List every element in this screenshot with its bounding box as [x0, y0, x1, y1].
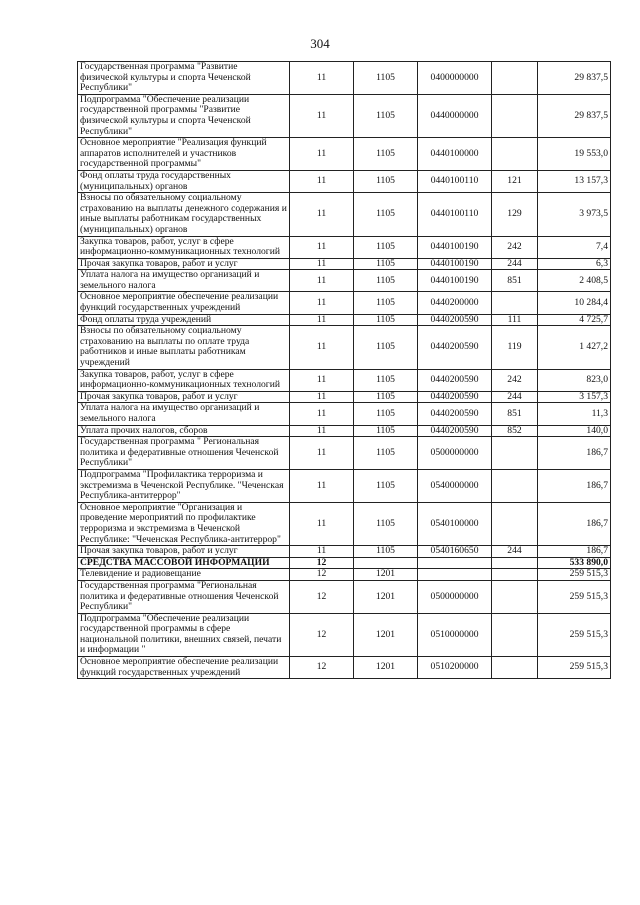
row-section-code: 12 — [290, 613, 354, 656]
row-name: Подпрограмма "Профилактика терроризма и экстремизма в Чеченской Республике. "Чеченская Республика-антитеррор" — [78, 469, 290, 502]
row-expense-type — [492, 437, 538, 470]
row-amount: 186,7 — [538, 546, 611, 558]
row-name: Прочая закупка товаров, работ и услуг — [78, 391, 290, 403]
row-amount: 7,4 — [538, 236, 611, 258]
row-target-code: 0440200590 — [418, 403, 492, 425]
row-name: Взносы по обязательному социальному страхованию на выплаты по оплате труда работников и иные выплаты работникам учреждений — [78, 326, 290, 369]
row-section-code: 11 — [290, 369, 354, 391]
row-amount: 29 837,5 — [538, 62, 611, 95]
row-expense-type — [492, 569, 538, 581]
row-expense-type: 242 — [492, 369, 538, 391]
row-subsection-code: 1105 — [354, 326, 418, 369]
row-section-code: 12 — [290, 557, 354, 569]
row-expense-type — [492, 557, 538, 569]
row-expense-type — [492, 292, 538, 314]
row-target-code: 0440200590 — [418, 425, 492, 437]
row-subsection-code: 1105 — [354, 62, 418, 95]
row-subsection-code: 1105 — [354, 258, 418, 270]
row-subsection-code: 1105 — [354, 546, 418, 558]
row-subsection-code: 1105 — [354, 270, 418, 292]
table-row — [78, 170, 611, 192]
row-name: Государственная программа " Региональная политика и федеративные отношения Чеченской Республики" — [78, 437, 290, 470]
row-amount: 533 890,0 — [538, 557, 611, 569]
table-row — [78, 437, 611, 470]
table-row — [78, 502, 611, 545]
row-section-code: 11 — [290, 391, 354, 403]
table-row — [78, 258, 611, 270]
row-expense-type — [492, 138, 538, 171]
row-target-code: 0440100110 — [418, 193, 492, 236]
row-expense-type: 121 — [492, 170, 538, 192]
row-section-code: 11 — [290, 62, 354, 95]
table-row — [78, 546, 611, 558]
row-section-code: 11 — [290, 258, 354, 270]
row-subsection-code: 1201 — [354, 569, 418, 581]
budget-table — [77, 61, 611, 679]
row-expense-type: 242 — [492, 236, 538, 258]
row-subsection-code: 1105 — [354, 502, 418, 545]
row-name: СРЕДСТВА МАССОВОЙ ИНФОРМАЦИИ — [78, 557, 290, 569]
row-target-code: 0440200590 — [418, 369, 492, 391]
row-name: Основное мероприятие обеспечение реализации функций государственных учреждений — [78, 657, 290, 679]
row-name: Подпрограмма "Обеспечение реализации государственной программы "Развитие физической культуры и спорта Чеченской Республики" — [78, 94, 290, 137]
budget-table-body — [78, 62, 611, 679]
row-name: Уплата прочих налогов, сборов — [78, 425, 290, 437]
table-row — [78, 138, 611, 171]
table-row — [78, 326, 611, 369]
row-expense-type: 244 — [492, 546, 538, 558]
row-name: Закупка товаров, работ, услуг в сфере информационно-коммуникационных технологий — [78, 369, 290, 391]
table-row — [78, 292, 611, 314]
row-name: Телевидение и радиовещание — [78, 569, 290, 581]
table-row — [78, 193, 611, 236]
row-amount: 13 157,3 — [538, 170, 611, 192]
row-subsection-code: 1201 — [354, 613, 418, 656]
table-row — [78, 236, 611, 258]
row-expense-type: 244 — [492, 258, 538, 270]
row-expense-type — [492, 580, 538, 613]
row-section-code: 11 — [290, 314, 354, 326]
row-amount: 11,3 — [538, 403, 611, 425]
row-amount: 4 725,7 — [538, 314, 611, 326]
row-target-code: 0540160650 — [418, 546, 492, 558]
row-expense-type — [492, 502, 538, 545]
row-amount: 259 515,3 — [538, 657, 611, 679]
table-row — [78, 569, 611, 581]
row-section-code: 11 — [290, 403, 354, 425]
row-subsection-code: 1105 — [354, 94, 418, 137]
row-amount: 1 427,2 — [538, 326, 611, 369]
row-target-code — [418, 569, 492, 581]
row-target-code: 0440100190 — [418, 270, 492, 292]
row-amount: 3 157,3 — [538, 391, 611, 403]
row-subsection-code — [354, 557, 418, 569]
row-target-code: 0510000000 — [418, 613, 492, 656]
row-target-code: 0500000000 — [418, 437, 492, 470]
row-amount: 259 515,3 — [538, 580, 611, 613]
row-name: Подпрограмма "Обеспечение реализации государственной программы в сфере национальной политики, внешних связей, печати и информации " — [78, 613, 290, 656]
row-section-code: 12 — [290, 569, 354, 581]
row-section-code: 11 — [290, 292, 354, 314]
row-amount: 186,7 — [538, 502, 611, 545]
row-amount: 186,7 — [538, 437, 611, 470]
table-row — [78, 391, 611, 403]
row-section-code: 11 — [290, 425, 354, 437]
row-amount: 3 973,5 — [538, 193, 611, 236]
row-subsection-code: 1105 — [354, 391, 418, 403]
row-subsection-code: 1105 — [354, 138, 418, 171]
row-amount: 140,0 — [538, 425, 611, 437]
row-name: Уплата налога на имущество организаций и земельного налога — [78, 270, 290, 292]
table-row — [78, 314, 611, 326]
table-row — [78, 94, 611, 137]
row-name: Основное мероприятие обеспечение реализации функций государственных учреждений — [78, 292, 290, 314]
row-amount: 259 515,3 — [538, 613, 611, 656]
row-expense-type — [492, 613, 538, 656]
row-name: Прочая закупка товаров, работ и услуг — [78, 258, 290, 270]
table-row — [78, 469, 611, 502]
row-name: Взносы по обязательному социальному страхованию на выплаты денежного содержания и иные выплаты работникам государственных (муниципальных) органов — [78, 193, 290, 236]
row-section-code: 11 — [290, 94, 354, 137]
row-name: Уплата налога на имущество организаций и земельного налога — [78, 403, 290, 425]
row-amount: 10 284,4 — [538, 292, 611, 314]
row-expense-type — [492, 469, 538, 502]
row-target-code: 0400000000 — [418, 62, 492, 95]
row-section-code: 11 — [290, 170, 354, 192]
row-name: Государственная программа "Развитие физической культуры и спорта Чеченской Республики" — [78, 62, 290, 95]
row-subsection-code: 1201 — [354, 657, 418, 679]
row-name: Государственная программа "Региональная политика и федеративные отношения Чеченской Республики" — [78, 580, 290, 613]
row-expense-type: 111 — [492, 314, 538, 326]
row-subsection-code: 1105 — [354, 437, 418, 470]
row-section-code: 11 — [290, 138, 354, 171]
row-subsection-code: 1105 — [354, 369, 418, 391]
table-row — [78, 270, 611, 292]
table-row — [78, 657, 611, 679]
row-section-code: 11 — [290, 193, 354, 236]
row-section-code: 11 — [290, 546, 354, 558]
table-row — [78, 580, 611, 613]
row-target-code: 0440000000 — [418, 94, 492, 137]
table-row — [78, 62, 611, 95]
row-expense-type — [492, 94, 538, 137]
row-name: Прочая закупка товаров, работ и услуг — [78, 546, 290, 558]
row-target-code — [418, 557, 492, 569]
row-target-code: 0510200000 — [418, 657, 492, 679]
row-subsection-code: 1201 — [354, 580, 418, 613]
row-amount: 823,0 — [538, 369, 611, 391]
row-name: Закупка товаров, работ, услуг в сфере информационно-коммуникационных технологий — [78, 236, 290, 258]
row-target-code: 0440100110 — [418, 170, 492, 192]
row-amount: 2 408,5 — [538, 270, 611, 292]
table-row — [78, 403, 611, 425]
row-amount: 6,3 — [538, 258, 611, 270]
row-section-code: 11 — [290, 437, 354, 470]
row-target-code: 0500000000 — [418, 580, 492, 613]
row-section-code: 12 — [290, 657, 354, 679]
row-amount: 186,7 — [538, 469, 611, 502]
row-target-code: 0440200590 — [418, 326, 492, 369]
row-subsection-code: 1105 — [354, 403, 418, 425]
row-expense-type: 852 — [492, 425, 538, 437]
row-target-code: 0440100190 — [418, 258, 492, 270]
row-amount: 19 553,0 — [538, 138, 611, 171]
row-subsection-code: 1105 — [354, 236, 418, 258]
row-target-code: 0540100000 — [418, 502, 492, 545]
row-section-code: 11 — [290, 270, 354, 292]
row-section-code: 11 — [290, 326, 354, 369]
row-section-code: 11 — [290, 469, 354, 502]
row-expense-type: 244 — [492, 391, 538, 403]
row-amount: 29 837,5 — [538, 94, 611, 137]
page-number: 304 — [310, 36, 330, 51]
row-subsection-code: 1105 — [354, 193, 418, 236]
row-expense-type: 119 — [492, 326, 538, 369]
row-name: Основное мероприятие "Реализация функций аппаратов исполнителей и участников государственной программы" — [78, 138, 290, 171]
row-target-code: 0440100000 — [418, 138, 492, 171]
row-subsection-code: 1105 — [354, 469, 418, 502]
row-name: Фонд оплаты труда государственных (муниципальных) органов — [78, 170, 290, 192]
row-expense-type: 129 — [492, 193, 538, 236]
row-expense-type: 851 — [492, 270, 538, 292]
row-section-code: 11 — [290, 502, 354, 545]
row-subsection-code: 1105 — [354, 425, 418, 437]
row-subsection-code: 1105 — [354, 292, 418, 314]
row-section-code: 11 — [290, 236, 354, 258]
row-target-code: 0440200000 — [418, 292, 492, 314]
row-name: Фонд оплаты труда учреждений — [78, 314, 290, 326]
row-target-code: 0440200590 — [418, 391, 492, 403]
table-row — [78, 369, 611, 391]
row-amount: 259 515,3 — [538, 569, 611, 581]
row-name: Основное мероприятие "Организация и проведение мероприятий по профилактике терроризма и экстремизма в Чеченской Республике: "Чеченская Республика-антитеррор" — [78, 502, 290, 545]
row-target-code: 0440200590 — [418, 314, 492, 326]
row-expense-type — [492, 62, 538, 95]
row-target-code: 0540000000 — [418, 469, 492, 502]
row-expense-type: 851 — [492, 403, 538, 425]
row-subsection-code: 1105 — [354, 170, 418, 192]
row-target-code: 0440100190 — [418, 236, 492, 258]
row-subsection-code: 1105 — [354, 314, 418, 326]
table-row — [78, 557, 611, 569]
table-row — [78, 425, 611, 437]
row-expense-type — [492, 657, 538, 679]
row-section-code: 12 — [290, 580, 354, 613]
table-row — [78, 613, 611, 656]
